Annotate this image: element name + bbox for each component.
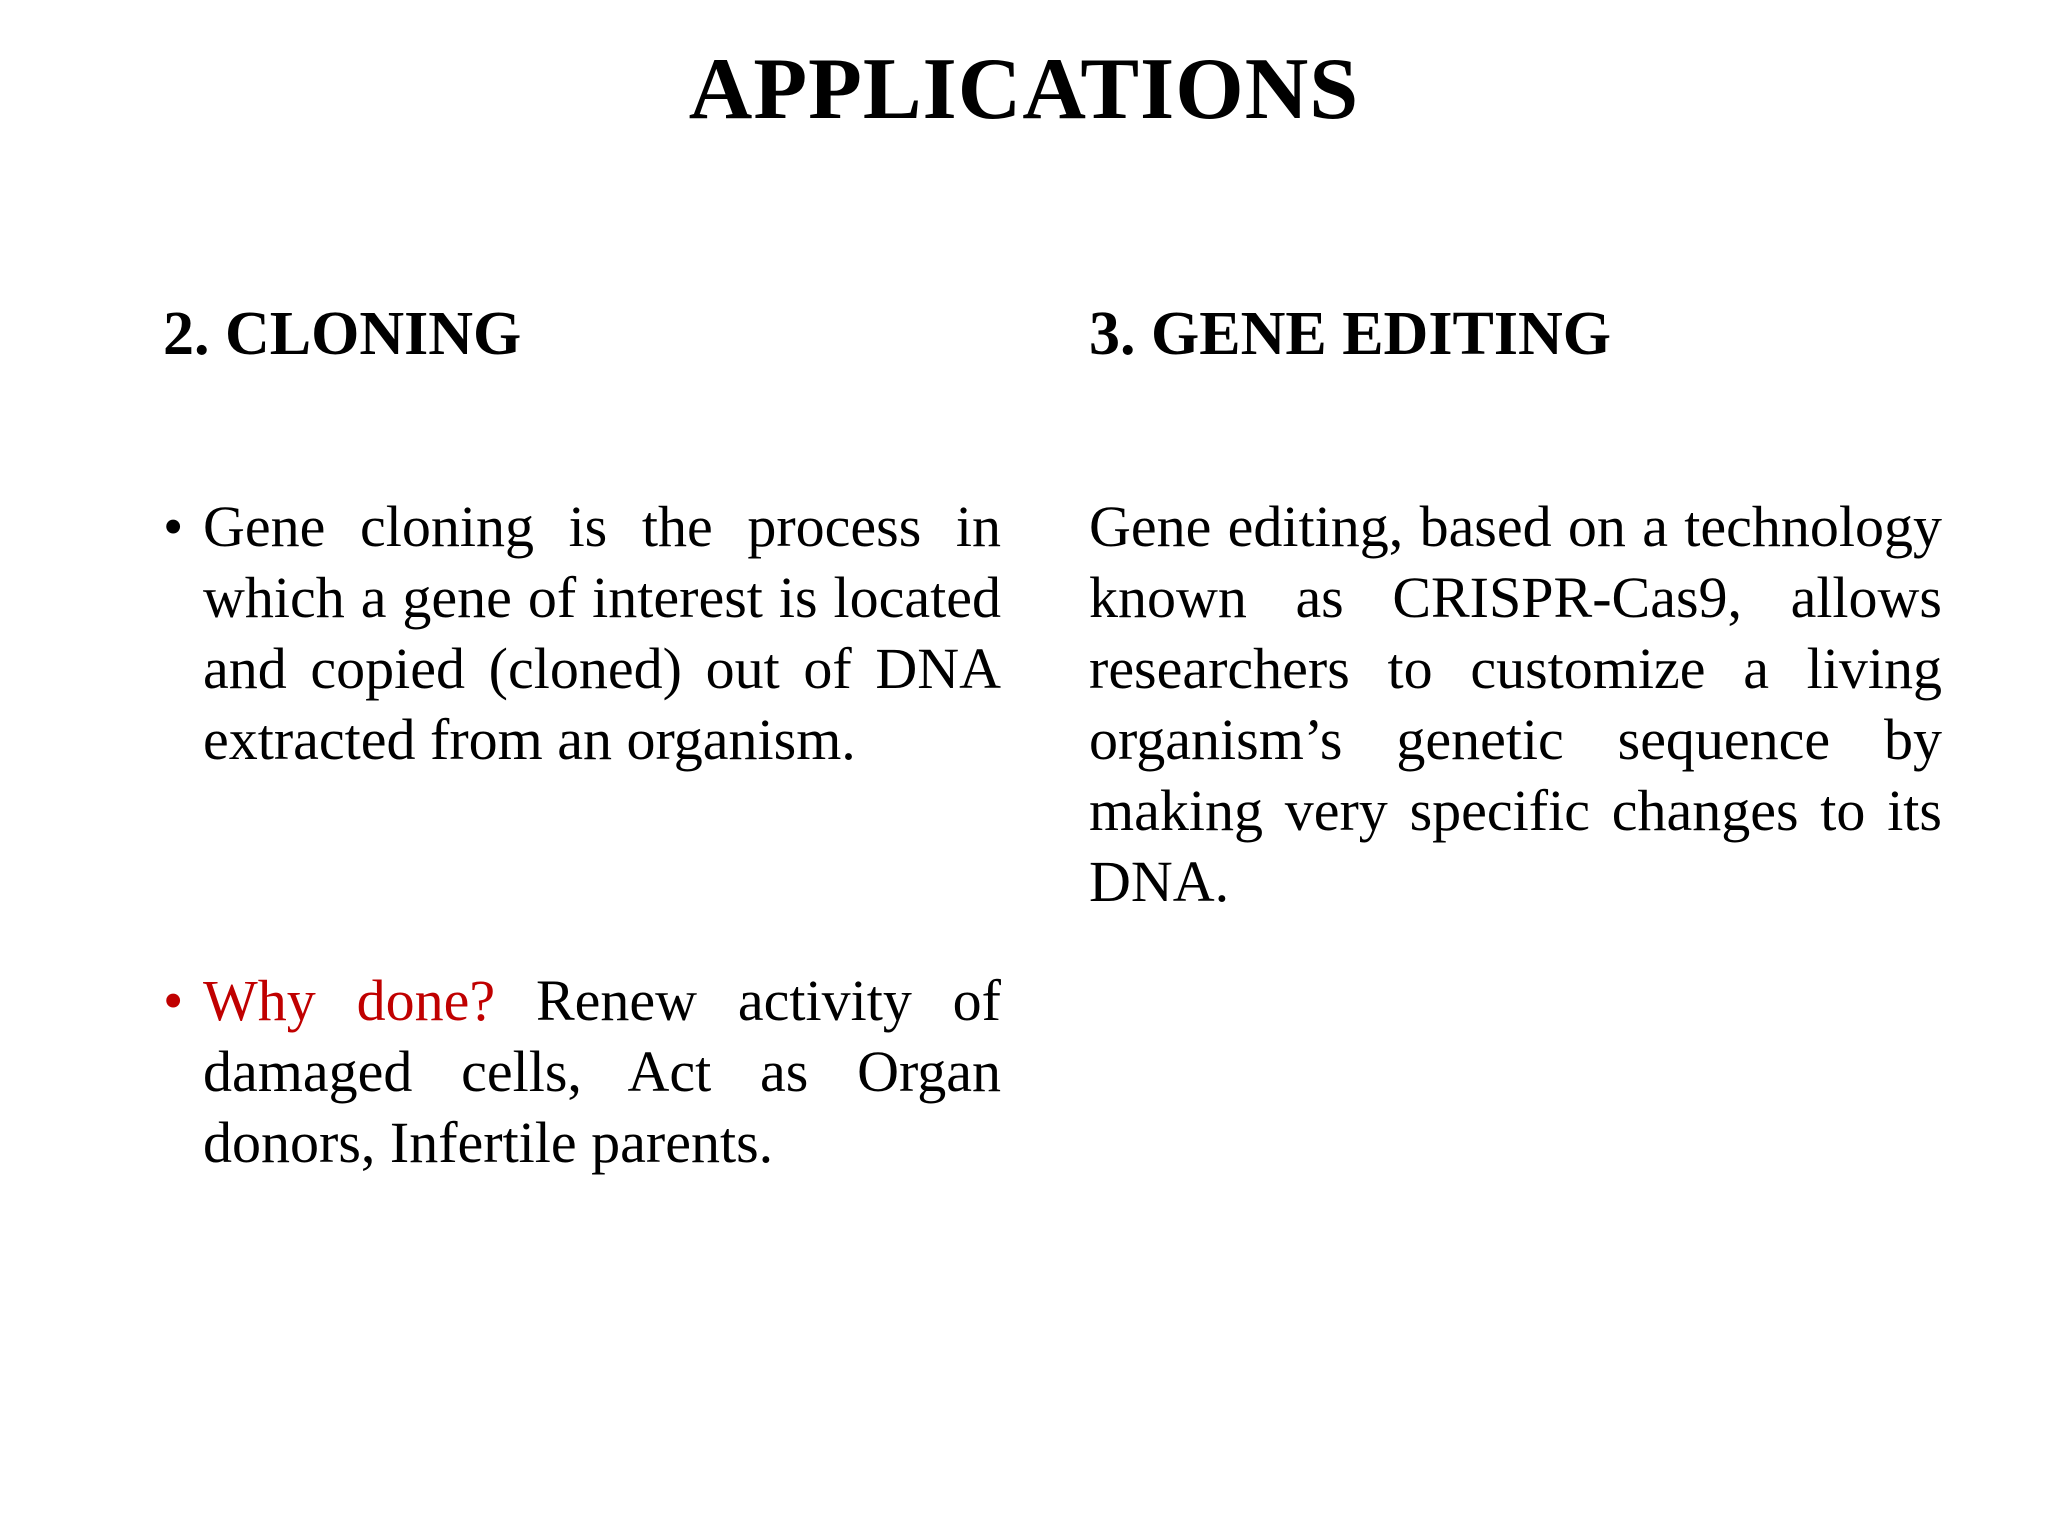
cloning-bullet-why [163, 965, 1001, 1178]
bullet-marker: • [163, 494, 184, 559]
why-done-label: Why done? [203, 968, 496, 1033]
bullet-text [203, 965, 1001, 1178]
bullet-body: Gene cloning is the process in which a gene of interest is located and copied (cloned) out of DNA extracted from an organism. [203, 494, 1001, 772]
gene-editing-heading: 3. GENE EDITING [1089, 300, 1611, 368]
slide-title: APPLICATIONS [688, 41, 1360, 138]
cloning-heading: 2. CLONING [163, 300, 522, 368]
bullet-text [203, 491, 1001, 775]
bullet-marker: • [163, 968, 184, 1033]
bullet-body: Renew activity of damaged cells, Act as Organ donors, Infertile parents. [203, 968, 1001, 1175]
cloning-bullet-definition [163, 491, 1001, 775]
gene-editing-paragraph: Gene editing, based on a technology known as CRISPR-Cas9, allows researchers to customize a living organism’s genetic sequence by making very specific changes to its DNA. [1089, 494, 1942, 914]
